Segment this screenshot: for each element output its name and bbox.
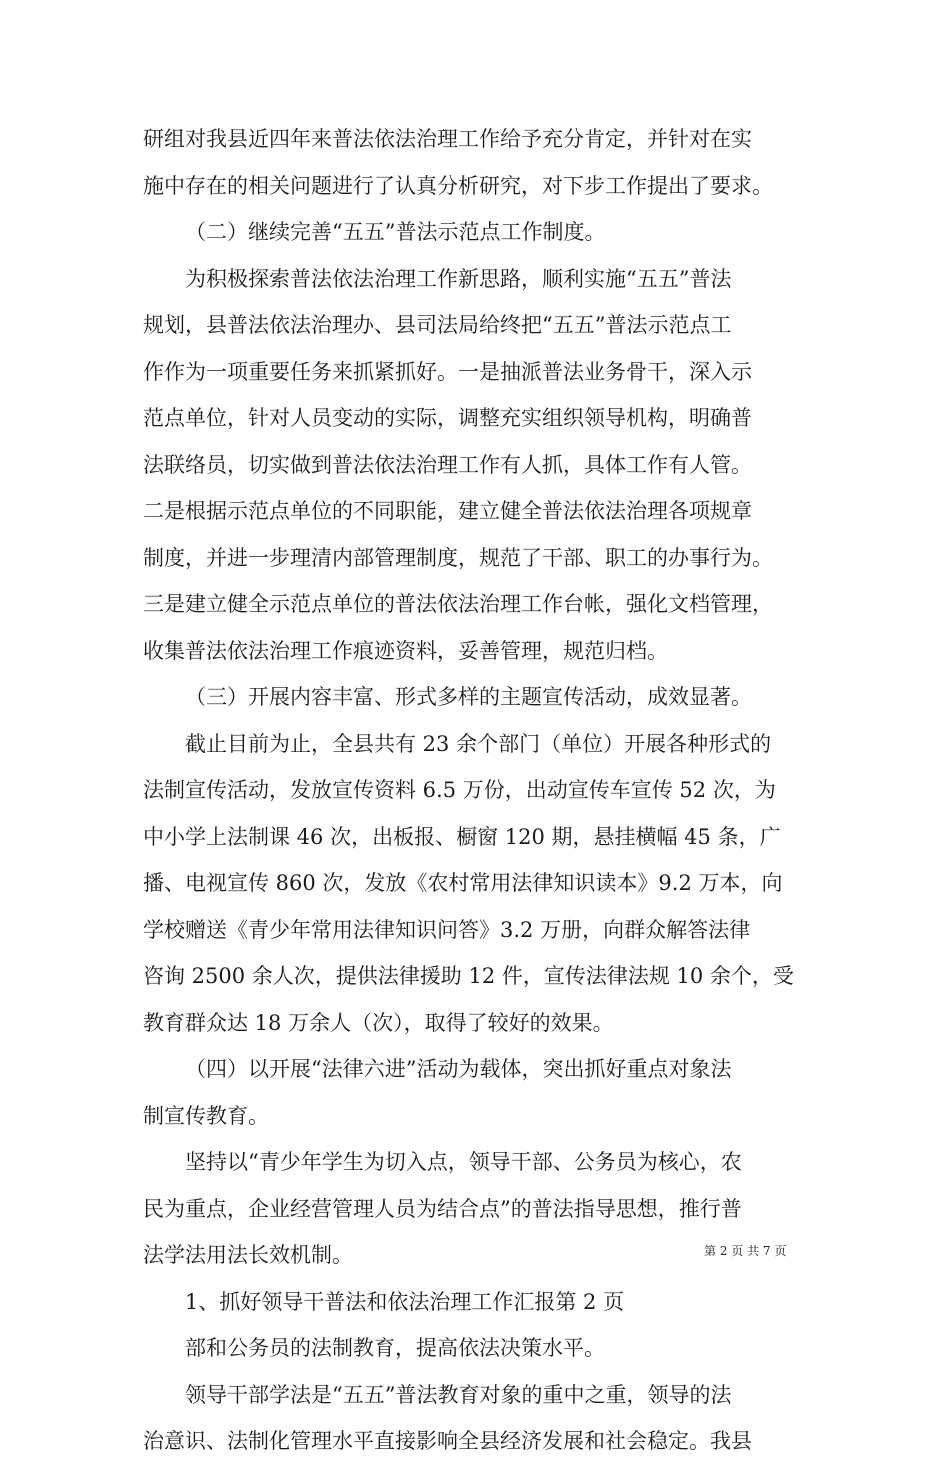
page-footer: 第 2 页 共 7 页 — [704, 1244, 787, 1258]
text-line: 学校赠送《青少年常用法律知识问答》3.2 万册，向群众解答法律 — [143, 917, 751, 942]
text-line: 范点单位，针对人员变动的实际，调整充实组织领导机构，明确普 — [143, 406, 752, 430]
text-line: 坚持以“青少年学生为切入点，领导干部、公务员为核心，农 — [185, 1150, 742, 1174]
text-line: （三）开展内容丰富、形式多样的主题宣传活动，成效显著。 — [185, 685, 752, 709]
text-line: 1、抓好领导干普法和依法治理工作汇报第 2 页 — [185, 1289, 625, 1314]
text-line: 民为重点，企业经营管理人员为结合点”的普法指导思想，推行普 — [143, 1196, 742, 1221]
text-line: 为积极探索普法依法治理工作新思路，顺利实施“五五”普法 — [185, 266, 732, 291]
text-line: 施中存在的相关问题进行了认真分析研究，对下步工作提出了要求。 — [143, 173, 773, 198]
text-line: 治意识、法制化管理水平直接影响全县经济发展和社会稳定。我县 — [143, 1429, 752, 1453]
text-line: （二）继续完善“五五”普法示范点工作制度。 — [185, 220, 606, 244]
body-text — [143, 116, 815, 1465]
text-line: 截止目前为止，全县共有 23 余个部门（单位）开展各种形式的 — [185, 731, 772, 756]
text-line: （四）以开展“法律六进”活动为载体，突出抓好重点对象法 — [185, 1057, 732, 1081]
text-line: 规划，县普法依法治理办、县司法局给终把“五五”普法示范点工 — [143, 313, 732, 337]
text-line: 中小学上法制课 46 次，出板报、橱窗 120 期，悬挂横幅 45 条，广 — [143, 824, 781, 849]
text-line: 收集普法依法治理工作痕迹资料，妥善管理，规范归档。 — [143, 638, 668, 663]
text-line: 二是根据示范点单位的不同职能，建立健全普法依法治理各项规章 — [143, 499, 752, 523]
text-line: 研组对我县近四年来普法依法治理工作给予充分肯定，并针对在实 — [143, 127, 752, 151]
text-line: 咨询 2500 余人次，提供法律援助 12 件，宣传法律法规 10 余个，受 — [143, 964, 794, 988]
text-line: 领导干部学法是“五五”普法教育对象的重中之重，领导的法 — [185, 1382, 732, 1407]
text-line: 制宣传教育。 — [143, 1103, 269, 1128]
text-line: 法联络员，切实做到普法依法治理工作有人抓，具体工作有人管。 — [143, 452, 752, 477]
text-line: 作作为一项重要任务来抓紧抓好。一是抽派普法业务骨干，深入示 — [143, 359, 752, 384]
text-line: 制度，并进一步理清内部管理制度，规范了干部、职工的办事行为。 — [143, 545, 773, 570]
text-line: 法学法用法长效机制。 — [143, 1243, 353, 1267]
text-line: 教育群众达 18 万余人（次），取得了较好的效果。 — [143, 1010, 614, 1035]
text-line: 播、电视宣传 860 次，发放《农村常用法律知识读本》9.2 万本，向 — [143, 871, 783, 895]
text-line: 部和公务员的法制教育，提高依法决策水平。 — [185, 1336, 605, 1360]
text-line: 法制宣传活动，发放宣传资料 6.5 万份，出动宣传车宣传 52 次，为 — [143, 778, 776, 802]
text-line: 三是建立健全示范点单位的普法依法治理工作台帐，强化文档管理， — [143, 592, 773, 616]
